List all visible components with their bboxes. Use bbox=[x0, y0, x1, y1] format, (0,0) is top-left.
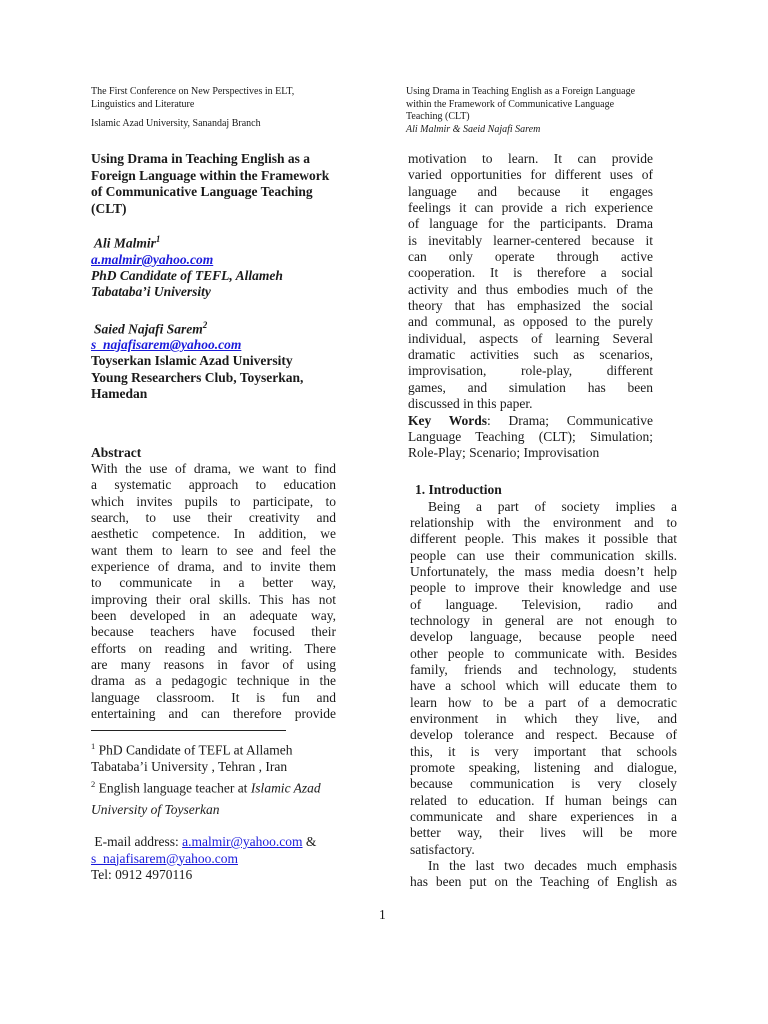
intro-line: develop language, because people need bbox=[410, 629, 677, 645]
abstract-heading: Abstract bbox=[91, 444, 142, 460]
title-line: (CLT) bbox=[91, 200, 127, 216]
title-line: Foreign Language within the Framework bbox=[91, 167, 330, 183]
email-link-2[interactable]: s_najafisarem@yahoo.com bbox=[91, 850, 239, 866]
abstract-line: can only operate through active bbox=[408, 249, 653, 265]
author-1-footnote-mark: 1 bbox=[155, 234, 161, 244]
intro-line: relationship with the environment and to bbox=[410, 514, 677, 530]
abstract-line: improvisation, role-play, different bbox=[408, 363, 653, 379]
abstract-line: games, and simulation has been bbox=[408, 379, 653, 395]
abstract-line: activity and thus embodies much of the bbox=[408, 281, 653, 297]
abstract-line: been developed in an adequate way, bbox=[91, 608, 336, 624]
intro-line: satisfactory. bbox=[410, 841, 475, 857]
intro-line: better way, their lives will be more bbox=[410, 825, 677, 841]
footnotes bbox=[91, 738, 351, 818]
footnote-1-cont: Tabataba’i University , Tehran , Iran bbox=[91, 759, 288, 774]
footnote-2-mark: 2 bbox=[91, 778, 96, 789]
abstract-line: of language for the participants. Drama bbox=[408, 216, 653, 232]
abstract-line: entertaining and can therefore provide bbox=[91, 706, 336, 722]
abstract-line: varied opportunities for different uses of bbox=[408, 167, 653, 183]
conference-name-line1: The First Conference on New Perspectives in ELT, bbox=[91, 86, 295, 97]
running-title-line1: Using Drama in Teaching English as a Foreign Language bbox=[406, 86, 636, 97]
intro-line: technology in general are not enough to bbox=[410, 612, 677, 628]
footnote-1-mark: 1 bbox=[91, 741, 96, 751]
intro-line: communicate and share experiences in a bbox=[410, 809, 677, 825]
author-1-email-link[interactable]: a.malmir@yahoo.com bbox=[91, 251, 214, 267]
abstract-line: is inevitably learner-centered because it bbox=[408, 232, 653, 248]
keywords-line: Key Words: Drama; Communicative bbox=[408, 412, 653, 428]
left-column bbox=[91, 151, 336, 723]
intro-line: develop tolerance and respect. Because of bbox=[410, 727, 677, 743]
intro-line: because communication is very closely bbox=[410, 776, 677, 792]
running-header-left bbox=[91, 86, 351, 131]
right-column-abstract bbox=[408, 151, 653, 462]
intro-line: of language. Television, radio and bbox=[410, 596, 677, 612]
intro-line: related to education. If human beings can bbox=[410, 792, 677, 808]
abstract-line: drama as a pedagogic technique in the bbox=[91, 673, 336, 689]
email-link-1[interactable]: a.malmir@yahoo.com bbox=[182, 834, 303, 849]
intro-line: family, friends and technology, students bbox=[410, 661, 677, 677]
footnote-1: $^1$ PhD Candidate of TEFL at Allameh bbox=[91, 741, 293, 758]
intro-line: this, it is very important that schools bbox=[410, 743, 677, 759]
author-2-name: Saied Najafi Sarem$^2$ bbox=[94, 319, 208, 336]
telephone: Tel: 0912 4970116 bbox=[91, 867, 193, 882]
abstract-line: are many reasons in favor of using bbox=[91, 657, 336, 673]
abstract-line: efforts on reading and writing. There bbox=[91, 640, 336, 656]
email-line-2 bbox=[91, 851, 361, 868]
abstract-line: motivation to learn. It can provide bbox=[408, 151, 653, 166]
email-line: E-mail address: a.malmir@yahoo.com & bbox=[94, 834, 317, 849]
intro-line: people to improve their knowledge and use bbox=[410, 580, 677, 596]
contact-info bbox=[91, 834, 361, 884]
author-2-footnote-mark: 2 bbox=[202, 319, 208, 330]
abstract-line: and communal, as opposed to the purely bbox=[408, 314, 653, 330]
abstract-line: language and because it engages bbox=[408, 183, 653, 199]
intro-line: people can use their communication skills. bbox=[410, 547, 677, 563]
paper-title bbox=[91, 151, 336, 217]
footnote-2: $^2$ English language teacher at Islamic Azad bbox=[91, 778, 321, 795]
abstract-line: aesthetic competence. In addition, we bbox=[91, 526, 336, 542]
running-title-line3: Teaching (CLT) bbox=[406, 111, 470, 122]
author-1-affiliation-line1: PhD Candidate of TEFL, Allameh bbox=[91, 267, 283, 283]
abstract-line: discussed in this paper. bbox=[408, 396, 533, 412]
abstract-line: want them to learn to see and feel the bbox=[91, 542, 336, 558]
conference-name-line2: Linguistics and Literature bbox=[91, 98, 195, 110]
intro-line: promote speaking, listening and dialogue, bbox=[410, 760, 677, 775]
keywords-line: Role-Play; Scenario; Improvisation bbox=[408, 445, 600, 461]
author-2-affiliation-line1: Toyserkan Islamic Azad University bbox=[91, 353, 293, 368]
running-authors: Ali Malmir & Saeid Najafi Sarem bbox=[406, 123, 541, 135]
intro-line: environment in which they live, and bbox=[410, 710, 677, 726]
abstract-line: improving their oral skills. This has not bbox=[91, 591, 336, 607]
intro-line: Being a part of society implies a bbox=[428, 498, 677, 514]
author-2-affiliation-line3: Hamedan bbox=[91, 386, 148, 401]
abstract-line: which invites pupils to participate, to bbox=[91, 493, 336, 509]
conference-venue: Islamic Azad University, Sanandaj Branch bbox=[91, 118, 261, 129]
abstract-line: a systematic approach to education bbox=[91, 477, 336, 493]
abstract-line: search, to use their creativity and bbox=[91, 510, 336, 526]
introduction-heading: 1. Introduction bbox=[415, 482, 502, 497]
abstract-line: dramatic activities such as scenarios, bbox=[408, 347, 653, 363]
author-1-name: Ali Malmir$^1$ bbox=[94, 234, 161, 251]
keywords-label: Key Words bbox=[408, 412, 488, 428]
abstract-line: individual, aspects of learning Several bbox=[408, 330, 653, 346]
intro-line: has been put on the Teaching of English as bbox=[410, 874, 677, 890]
footnote-divider bbox=[91, 730, 286, 731]
intro-line: have a school which will educate them to bbox=[410, 678, 677, 694]
abstract-text-left bbox=[91, 461, 336, 723]
abstract-line: theory that has emphasized the social bbox=[408, 298, 653, 314]
abstract-line: feelings it can provide a rich experience bbox=[408, 200, 653, 216]
abstract-line: cooperation. It is therefore a social bbox=[408, 265, 653, 281]
author-1-affiliation-line2: Tabataba’i University bbox=[91, 284, 211, 299]
abstract-line: With the use of drama, we want to find bbox=[91, 461, 336, 476]
title-line: Using Drama in Teaching English as a bbox=[91, 151, 311, 166]
introduction-section bbox=[410, 482, 677, 891]
title-line: of Communicative Language Teaching bbox=[91, 184, 313, 199]
intro-line: other people to communicate with. Besides bbox=[410, 645, 677, 661]
page-number: 1 bbox=[379, 907, 386, 922]
intro-line: different people. This makes it possible that bbox=[410, 531, 677, 547]
footnote-2-cont: University of Toyserkan bbox=[91, 801, 220, 817]
running-header-right bbox=[406, 86, 686, 136]
abstract-line: experience of drama, and to invite them bbox=[91, 559, 336, 575]
author-2-affiliation-line2: Young Researchers Club, Toyserkan, bbox=[91, 369, 304, 385]
abstract-line: because teachers have focused their bbox=[91, 624, 336, 640]
running-title-line2: within the Framework of Communicative Language bbox=[406, 98, 615, 110]
intro-line: learn how to be a part of a democratic bbox=[410, 694, 677, 710]
intro-line: In the last two decades much emphasis bbox=[428, 858, 677, 874]
intro-line: Unfortunately, the mass media doesn’t help bbox=[410, 563, 677, 579]
keywords-line: Language Teaching (CLT); Simulation; bbox=[408, 428, 653, 444]
abstract-line: language classroom. It is fun and bbox=[91, 689, 336, 705]
author-2-email-link[interactable]: s_najafisarem@yahoo.com bbox=[91, 337, 242, 352]
abstract-line: to communicate in a better way, bbox=[91, 575, 336, 591]
